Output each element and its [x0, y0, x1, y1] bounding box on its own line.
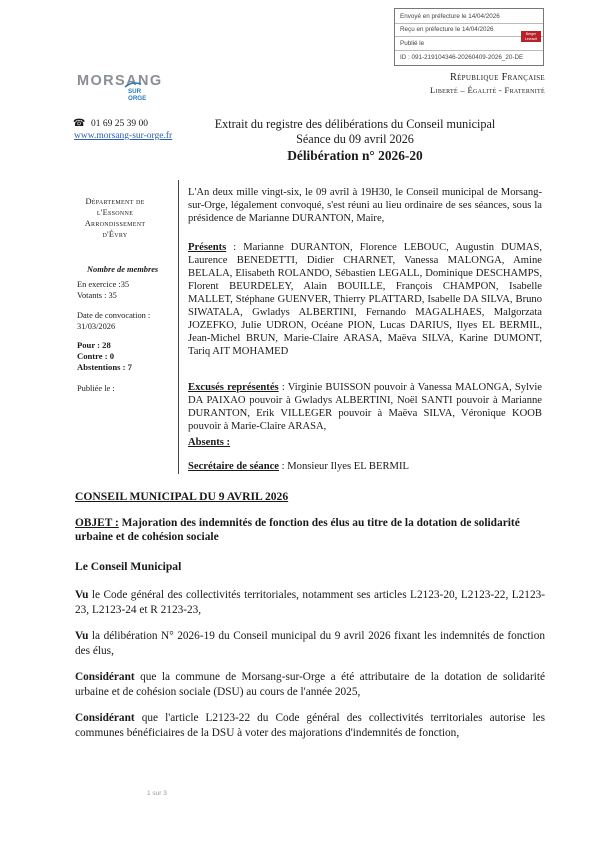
- vote-pour: Pour : 28: [77, 340, 111, 350]
- date-convocation: 31/03/2026: [77, 322, 116, 331]
- vote-contre: Contre : 0: [77, 351, 115, 361]
- registry-title: Extrait du registre des délibérations du Conseil municipal: [214, 117, 496, 131]
- stamp-id: ID : 091-219104346-20260409-2026_20-DE: [400, 54, 524, 61]
- meeting-intro: L'An deux mille vingt-six, le 09 avril à 19H30, le Conseil municipal de Morsang-sur-Orge, légalement convoqué, s'est réuni au lieu ordinaire de ses séances, sous la présidence de Marianne DURANTON, Maire,: [188, 187, 542, 224]
- phone-icon: ☎: [73, 118, 86, 129]
- publiee-le: Publiée le :: [77, 384, 115, 393]
- departement-line2: l'Essonne: [96, 208, 134, 217]
- excuses-list: [188, 381, 542, 433]
- column-divider: [178, 180, 179, 474]
- votants: Votants : 35: [77, 291, 117, 300]
- deliberation-number: Délibération n° 2026-20: [287, 148, 423, 163]
- conseil-heading: CONSEIL MUNICIPAL DU 9 AVRIL 2026: [75, 490, 289, 503]
- session-date: Séance du 09 avril 2026: [296, 132, 414, 146]
- logo-subtitle: [128, 89, 146, 102]
- considerant-label: Considérant: [75, 712, 135, 724]
- stamp-divider: [395, 23, 543, 24]
- objet: [75, 516, 545, 544]
- absents-label: Absents :: [188, 437, 231, 448]
- objet-text: Majoration des indemnités de fonction des élus au titre de la dotation de solidarité urbaine et de cohésion sociale: [75, 517, 520, 543]
- considerant-text: que la commune de Morsang-sur-Orge a été attributaire de la dotation de solidarité urbaine et de cohésion sociale (DSU) au cours de l'année 2025,: [75, 671, 545, 698]
- departement-line1: Département de: [85, 197, 145, 206]
- date-convocation-label: Date de convocation :: [77, 311, 151, 320]
- prefecture-stamp: [394, 8, 544, 66]
- secretaire-name: : Monsieur Ilyes EL BERMIL: [279, 461, 409, 472]
- page-number: 1 sur 3: [147, 790, 167, 797]
- devise: Liberté – Égalité - Fraternité: [430, 85, 545, 95]
- excuses-label: Excusés représentés: [188, 382, 279, 393]
- nombre-membres-label: Nombre de membres: [87, 265, 159, 274]
- stamp-publie: Publié le: [400, 40, 425, 47]
- secretaire-seance: [188, 460, 542, 473]
- secretaire-label: Secrétaire de séance: [188, 461, 279, 472]
- arrondissement-line2: d'Évry: [102, 230, 128, 239]
- vu-paragraph-1: [75, 588, 545, 617]
- le-conseil-municipal: Le Conseil Municipal: [75, 560, 182, 573]
- considerant-label: Considérant: [75, 671, 135, 683]
- vu-text: le Code général des collectivités territoriales, notamment ses articles L2123-20, L2123-22, L2123-23, L2123-24 et R 2123-23,: [75, 589, 545, 616]
- objet-label: OBJET :: [75, 517, 119, 529]
- vu-label: Vu: [75, 589, 89, 601]
- departement: [55, 196, 175, 240]
- republique-francaise: République Française: [449, 72, 545, 83]
- considerant-text: que l'article L2123-22 du Code général des collectivités territoriales autorise les communes bénéficiaires de la DSU à voter des majorations d'indemnités de fonction,: [75, 712, 545, 739]
- vote-abstentions: Abstentions : 7: [77, 362, 132, 372]
- arrondissement-line1: Arrondissement: [84, 219, 146, 228]
- presents-names: : Marianne DURANTON, Florence LEBOUC, Augustin DUMAS, Laurence BENEDETTI, Didier CHARNET, Vanessa MALONGA, Amine BELALA, Elisabeth ROLANDO, Sébastien LEGALL, Dominique DESCHAMPS, Florent BEURDELEY, Alain BOUILLE, François CHAMPON, Isabelle MALLET, Stéphane GUENVER, Thierry PLATTARD, Isabelle DA SILVA, Bruno SIWATALA, Gwladys ALBERTINI, Fernando MAGALHAES, Malgorzata JOZEFKO, Julie UDRON, Océane PION, Lucas DARIUS, Ilyes EL BERMIL, Jean-Michel BRUN, Marie-Claire ARASA, Maëva SILVA, Karine DUMONT, Tariq AIT MOHAMED: [188, 242, 542, 357]
- stamp-envoye: Envoyé en préfecture le 14/04/2026: [400, 13, 500, 20]
- considerant-paragraph-2: [75, 711, 545, 740]
- logo-sub-line2: ORGE: [128, 94, 147, 102]
- en-exercice: En exercice :35: [77, 280, 130, 289]
- considerant-paragraph-1: [75, 670, 545, 699]
- town-logo: MORSANG: [77, 73, 163, 89]
- stamp-recu: Reçu en préfecture le 14/04/2026: [400, 26, 494, 33]
- logo-sub-line1: SUR: [128, 88, 142, 95]
- absents: [188, 436, 542, 449]
- website-link[interactable]: www.morsang-sur-orge.fr: [74, 131, 173, 141]
- vu-text: la délibération N° 2026-19 du Conseil municipal du 9 avril 2026 fixant les indemnités de fonction des élus,: [75, 630, 545, 657]
- vu-label: Vu: [75, 630, 89, 642]
- presents-list: [188, 241, 542, 358]
- phone-number: 01 69 25 39 00: [91, 119, 148, 129]
- berger-levrault-logo: Berger Levrault: [521, 31, 541, 42]
- excuses-names: : Virginie BUISSON pouvoir à Vanessa MALONGA, Sylvie DA PAIXAO pouvoir à Gwladys ALBERTINI, Noël SANTI pouvoir à Marianne DURANTON, Erik VILLEGER pouvoir à Maëva SILVA, Véronique KOOB pouvoir à Marie-Claire ARASA,: [188, 382, 542, 432]
- stamp-divider: [395, 50, 543, 51]
- vu-paragraph-2: [75, 629, 545, 658]
- presents-label: Présents: [188, 242, 227, 253]
